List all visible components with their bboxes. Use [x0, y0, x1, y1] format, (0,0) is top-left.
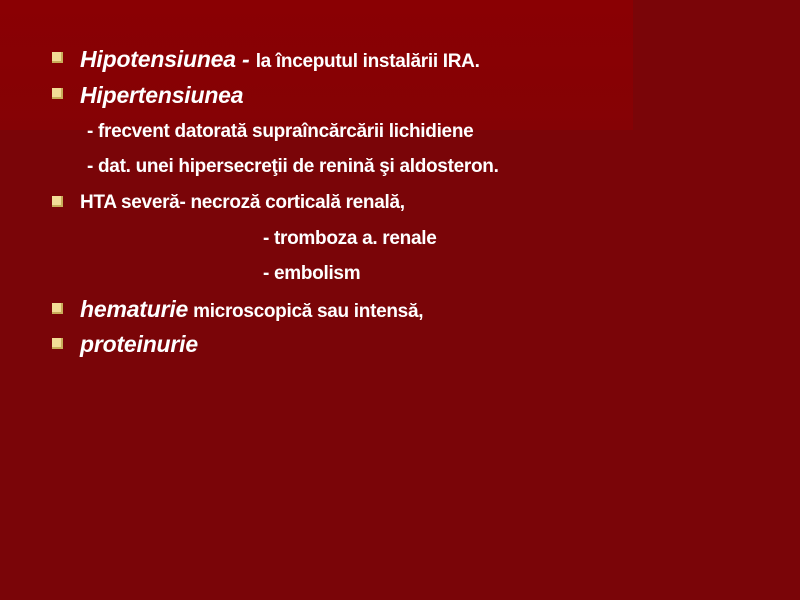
sub-line-3: - tromboza a. renale [263, 228, 437, 249]
bullet-item-4 [80, 298, 423, 321]
bullet-item-1 [80, 48, 480, 71]
bullet-4-text: microscopică sau intensă, [188, 301, 424, 322]
sub-line-2: - dat. unei hipersecreţii de renină şi aldosteron. [87, 156, 499, 177]
bullet-square-icon [52, 338, 63, 349]
bullet-square-icon [52, 52, 63, 63]
bullet-item-2 [80, 84, 243, 107]
bullet-square-icon [52, 196, 63, 207]
bullet-item-3: HTA severă- necroză corticală renală, [80, 192, 405, 213]
bullet-square-icon [52, 88, 63, 99]
sub-line-4: - embolism [263, 263, 361, 284]
bullet-2-emphasis: Hipertensiunea [80, 82, 244, 108]
sub-line-1: - frecvent datorată supraîncărcării lichidiene [87, 121, 474, 142]
bullet-square-icon [52, 303, 63, 314]
bullet-1-text: la începutul instalării IRA. [255, 51, 480, 72]
bullet-item-5 [80, 333, 198, 356]
bullet-5-emphasis: proteinurie [80, 331, 198, 357]
bullet-1-emphasis: Hipotensiunea - [80, 46, 256, 72]
bullet-4-emphasis: hematurie [80, 296, 189, 322]
